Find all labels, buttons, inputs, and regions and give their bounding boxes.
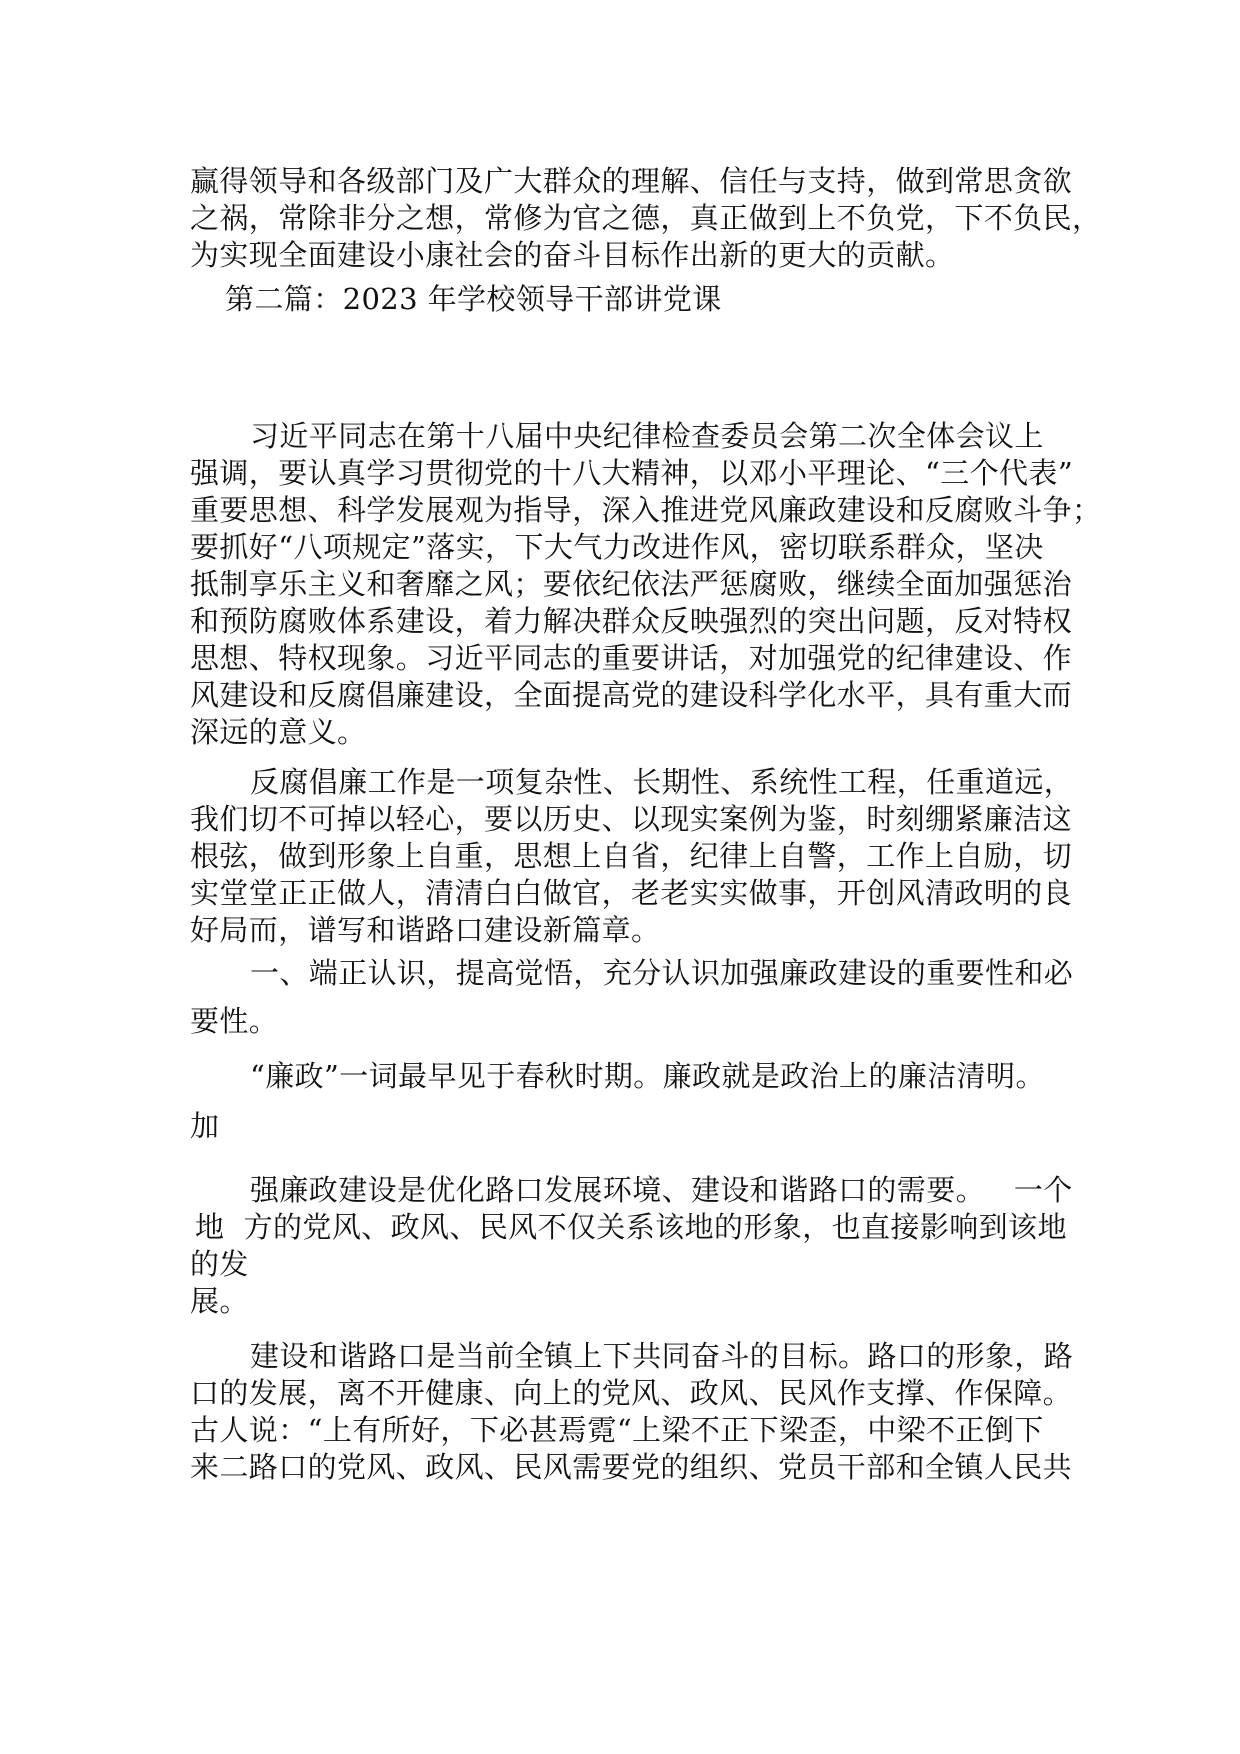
text-line: 之祸，常除非分之想，常修为官之德，真正做到上不负党，下不负民， [190,201,1102,235]
text-line: 赢得领导和各级部门及广大群众的理解、信任与支持，做到常思贪欲 [190,164,1073,198]
text-line: 思想、特权现象。习近平同志的重要讲话，对加强党的纪律建设、作 [190,641,1073,675]
text-line: 抵制享乐主义和奢靡之风；要依纪依法严惩腐败，继续全面加强惩治 [190,567,1073,601]
text-line: 重要思想、科学发展观为指导，深入推进党风廉政建设和反腐败斗争； [190,493,1102,527]
text-line: 风建设和反腐倡廉建设，全面提高党的建设科学化水平，具有重大而 [190,678,1073,712]
text-line: 地 方的党风、政风、民风不仅关系该地的形象，也直接影响到该地 [195,1210,1067,1244]
text-line: 为实现全面建设小康社会的奋斗目标作出新的更大的贡献。 [190,238,955,272]
text-line: 我们切不可掉以轻心，要以历史、以现实案例为鉴，时刻绷紧廉洁这 [190,802,1073,836]
section-heading: 第二篇：2023 年学校领导干部讲党课 [225,282,722,316]
text-line: 要性。 [190,1004,279,1038]
text-line: 古人说：“上有所好，下必甚焉霓“上梁不正下梁歪，中梁不正倒下 [190,1413,1044,1447]
text-line: 的发 [190,1247,249,1281]
text-line: 深远的意义。 [190,715,367,749]
text-line: 加 [190,1109,220,1143]
text-line: 要抓好“八项规定”落实，下大气力改进作风，密切联系群众，坚决 [190,530,1044,564]
text-line: 实堂堂正正做人，清清白白做官，老老实实做事，开创风清政明的良 [190,876,1073,910]
text-line: 来二路口的党风、政风、民风需要党的组织、党员干部和全镇人民共 [190,1450,1073,1484]
text-line: 建设和谐路口是当前全镇上下共同奋斗的目标。路口的形象，路 [250,1339,1074,1373]
text-line: 口的发展，离不开健康、向上的党风、政风、民风作支撑、作保障。 [190,1376,1073,1410]
text-line: 好局而，谱写和谐路口建设新篇章。 [190,913,661,947]
text-line: “廉政”一词最早见于春秋时期。廉政就是政治上的廉洁清明。 [250,1059,1045,1093]
text-line: 习近平同志在第十八届中央纪律检查委员会第二次全体会议上 [250,419,1044,453]
text-line: 展。 [190,1284,249,1318]
text-line: 一、端正认识，提高觉悟，充分认识加强廉政建设的重要性和必 [250,956,1074,990]
text-line: 强调，要认真学习贯彻党的十八大精神，以邓小平理论、“三个代表” [190,456,1074,490]
text-line: 反腐倡廉工作是一项复杂性、长期性、系统性工程，任重道远， [250,765,1074,799]
text-line: 和预防腐败体系建设，着力解决群众反映强烈的突出问题，反对特权 [190,604,1073,638]
text-line: 根弦，做到形象上自重，思想上自省，纪律上自警，工作上自励，切 [190,839,1073,873]
text-line: 强廉政建设是优化路口发展环境、建设和谐路口的需要。 一个 [250,1173,1073,1207]
